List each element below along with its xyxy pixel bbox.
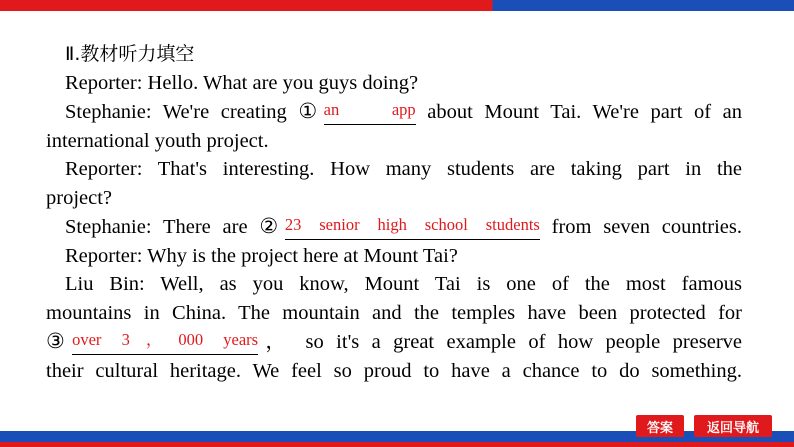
answer-text-3: over 3，000 years — [72, 330, 259, 349]
answer-blank-1 — [324, 101, 416, 125]
blank-number-1: ① — [298, 99, 324, 123]
dialogue-line: project? — [46, 186, 113, 209]
answer-blank-3 — [72, 331, 258, 355]
dialogue-line: Liu Bin: Well, as you know, Mount Tai is one of the most famous — [65, 273, 742, 295]
line-text: from seven countries. — [539, 216, 742, 238]
dialogue-line: international youth project. — [46, 129, 269, 152]
listening-exercise — [46, 40, 742, 385]
dialogue-line — [46, 212, 742, 242]
dialogue-line — [46, 97, 742, 127]
back-to-nav-button[interactable]: 返回导航 — [694, 415, 772, 437]
blank-number-2: ② — [259, 214, 285, 238]
line-text: ， so it's a great example of how people preserve — [258, 331, 743, 353]
dialogue-line: Reporter: Hello. What are you guys doing? — [65, 71, 419, 94]
line-text: about Mount Tai. We're part of an — [415, 101, 742, 123]
line-text: Stephanie: There are — [65, 216, 260, 238]
answer-text-2: 23 senior high school students — [284, 215, 540, 234]
dialogue-line: Reporter: Why is the project here at Mount Tai? — [65, 244, 458, 267]
blank-number-3: ③ — [46, 329, 73, 353]
line-text: Stephanie: We're creating — [65, 101, 299, 123]
answer-text-1: an app — [323, 100, 416, 119]
section-heading: Ⅱ.教材听力填空 — [65, 43, 195, 65]
dialogue-line: Reporter: That's interesting. How many students are taking part in the — [65, 158, 742, 180]
answer-button[interactable]: 答案 — [636, 415, 684, 437]
bottom-decor-stripe — [0, 442, 794, 447]
dialogue-line: mountains in China. The mountain and the temples have been protected for — [46, 301, 742, 324]
dialogue-line: their cultural heritage. We feel so proud to have a chance to do something. — [46, 359, 742, 382]
dialogue-line — [46, 327, 742, 357]
top-decor-bar — [0, 0, 794, 11]
answer-blank-2 — [285, 216, 540, 240]
